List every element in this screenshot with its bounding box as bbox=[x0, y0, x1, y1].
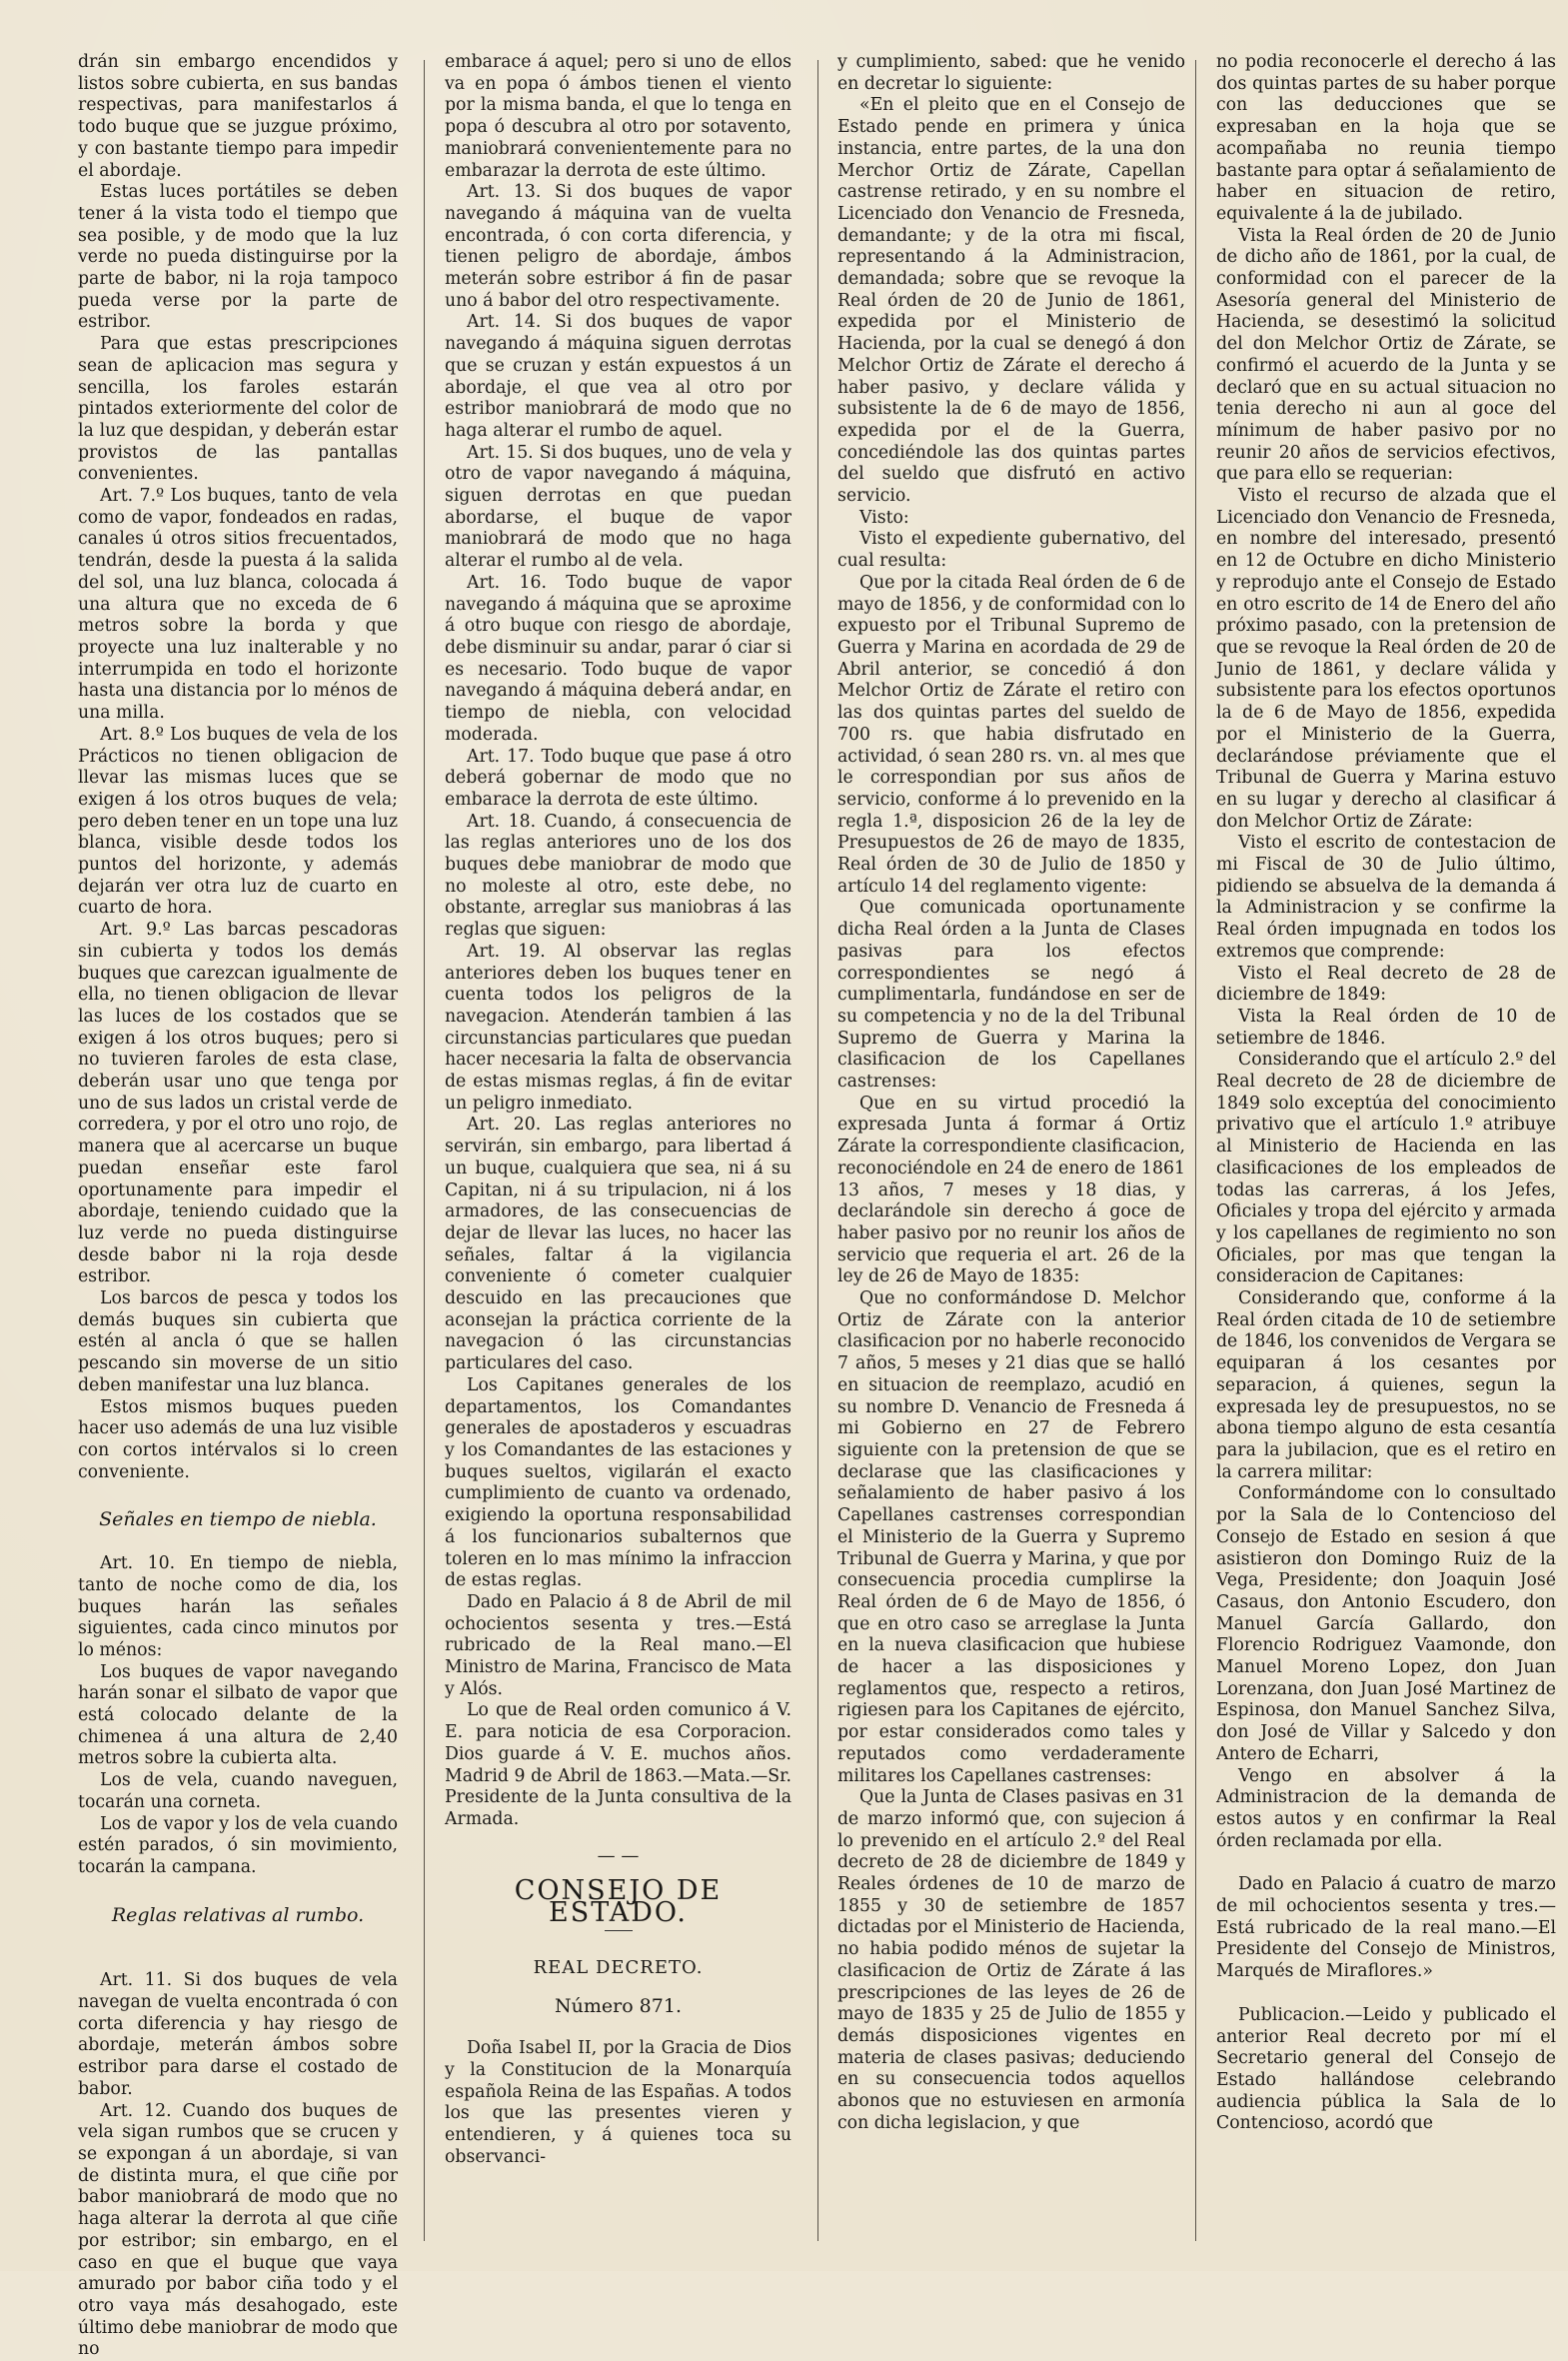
paragraph: Dado en Palacio á 8 de Abril de mil ochocientos sesenta y tres.—Está rubricado de la Real mano.—El Ministro de Marina, Francisco de Mata y Alós. bbox=[445, 1591, 791, 1699]
decree-number: Número 871. bbox=[555, 1995, 682, 2018]
article-7: Art. 7.º Los buques, tanto de vela como de vapor, fondeados en radas, canales ú otros sitios frecuentados, tendrán, desde la puesta á la salida del sol, una luz blanca, colocada á una altura que no exceda de 6 metros sobre la borda y que proyecte una luz inalterable y no interrumpida en todo el horizonte hasta una distancia por lo ménos de una milla. bbox=[78, 486, 398, 724]
paragraph: Visto el escrito de contestacion de mi Fiscal de 30 de Julio último, pidiendo se absuelva de la demanda á la Administracion y se confirme la Real órden impugnada en todos los extremos que comprende: bbox=[1216, 833, 1556, 962]
paragraph: Visto el Real decreto de 28 de diciembre de 1849: bbox=[1216, 963, 1556, 1006]
article-17: Art. 17. Todo buque que pase á otro deberá gobernar de modo que no embarace la derrota de este último. bbox=[445, 746, 791, 810]
article-12: Art. 12. Cuando dos buques de vela sigan rumbos que se crucen y se expongan á un abordaje, si van de distinta mura, el que ciñe por babor maniobrará de modo que no haga alterar la derrota al que ciñe por estribor; sin embargo, en el caso en que el buque que vaya amurado por babor ciña todo y el otro vaya más desahogado, este último debe maniobrar de modo que no bbox=[78, 2100, 398, 2360]
title-rule bbox=[605, 1930, 633, 1931]
column-rule bbox=[1195, 60, 1196, 2241]
article-11: Art. 11. Si dos buques de vela navegan de vuelta encontrada ó con corta diferencia y hay riesgo de abordaje, meterán ámbos sobre estribor para darse el costado de babor. bbox=[78, 1970, 398, 2099]
article-16: Art. 16. Todo buque de vapor navegando á máquina que se aproxime á otro buque con riesgo de abordaje, debe disminuir su andar, parar ó ciar si es necesario. Todo buque de vapor navegando á máquina deberá andar, en tiempo de niebla, con velocidad moderada. bbox=[445, 572, 791, 745]
article-15: Art. 15. Si dos buques, uno de vela y otro de vapor navegando á máquina, siguen derrotas en que puedan abordarse, el buque de vapor maniobrará de modo que no haga alterar el rumbo al de vela. bbox=[445, 442, 791, 572]
paragraph: Publicacion.—Leido y publicado el anterior Real decreto por mí el Secretario general del Consejo de Estado hallándose celebrando audiencia pública la Sala de lo Contencioso, acordó que bbox=[1216, 2004, 1556, 2134]
column-rule bbox=[817, 60, 818, 2241]
paragraph: Visto el recurso de alzada que el Licenciado don Venancio de Fresneda, en nombre del interesado, presentó en 12 de Octubre en dicho Ministerio y reprodujo ante el Consejo de Estado en otro escrito de 14 de Enero del año próximo pasado, con la pretension de que se revoque la Real órden de 20 de Junio de 1861, y declare válida y subsistente para los efectos oportunos la de 6 de Mayo de 1856, expedida por el Ministerio de la Guerra, declarándose préviamente que el Tribunal de Guerra y Marina estuvo en su lugar y derecho al clasificar á don Melchor Ortiz de Zárate: bbox=[1216, 486, 1556, 832]
paragraph: drán sin embargo encendidos y listos sobre cubierta, en sus bandas respectivas, para manifestarlos á todo buque que se juzgue próximo, y con bastante tiempo para impedir el abordaje. bbox=[78, 52, 398, 181]
paragraph: Dado en Palacio á cuatro de marzo de mil ochocientos sesenta y tres.—Está rubricado de la real mano.—El Presidente del Consejo de Ministros, Marqués de Miraflores.» bbox=[1216, 1874, 1556, 1982]
column-4 bbox=[1216, 52, 1556, 2251]
section-title: CONSEJO DE ESTADO. bbox=[514, 1875, 723, 1929]
paragraph: Conformándome con lo consultado por la Sala de lo Contencioso del Consejo de Estado en sesion á que asistieron don Domingo Ruiz de la Vega, Presidente; don Joaquin José Casaus, don Antonio Escudero, don Manuel García Gallardo, don Florencio Rodriguez Vaamonde, don Manuel Moreno Lopez, don Juan Lorenzana, don Juan José Martinez de Espinosa, don Manuel Sanchez Silva, don José de Villar y Salcedo y don Antero de Echarri, bbox=[1216, 1483, 1556, 1764]
paragraph: Vista la Real órden de 10 de setiembre de 1846. bbox=[1216, 1006, 1556, 1049]
paragraph: Visto: bbox=[859, 507, 909, 528]
paragraph: no podia reconocerle el derecho á las dos quintas partes de su haber porque con las deducciones que se expresaban en la hoja que se acompañaba no reunia tiempo bastante para optar á señalamiento de haber en situacion de retiro, equivalente á la de jubilado. bbox=[1216, 52, 1556, 224]
paragraph: Que comunicada oportunamente dicha Real órden a la Junta de Clases pasivas para los efectos correspondientes se negó á cumplimentarla, fundándose en ser de su competencia y no de la del Tribunal Supremo de Guerra y Marina la clasificacion de los Capellanes castrenses: bbox=[837, 898, 1185, 1093]
article-19: Art. 19. Al observar las reglas anteriores deben los buques tener en cuenta todos los peligros de la navegacion. Atenderán tambien á las circunstancias particulares que puedan hacer necesaria la falta de observancia de estas mismas reglas, á fin de evitar un peligro inmediato. bbox=[445, 941, 791, 1114]
paragraph: Estos mismos buques pueden hacer uso además de una luz visible con cortos intérvalos si lo creen conveniente. bbox=[78, 1396, 398, 1482]
paragraph: Considerando que, conforme á la Real órden citada de 10 de setiembre de 1846, los convenidos de Vergara se equiparan á los cesantes por separacion, á quienes, segun la expresada ley de presupuestos, no se abona tiempo alguno de esta cesantía para la jubilacion, que es el retiro en la carrera militar: bbox=[1216, 1288, 1556, 1482]
paragraph: Para que estas prescripciones sean de aplicacion mas segura y sencilla, los faroles estarán pintados exteriormente del color de la luz que despidan, y deberán estar provistos de las pantallas convenientes. bbox=[78, 334, 398, 485]
paragraph: Visto el expediente gubernativo, del cual resulta: bbox=[837, 529, 1185, 572]
section-heading-fog-signals: Señales en tiempo de niebla. bbox=[99, 1508, 377, 1531]
separator-dash: — — bbox=[597, 1844, 640, 1866]
paragraph: y cumplimiento, sabed: que he venido en decretar lo siguiente: bbox=[837, 52, 1185, 94]
paragraph: Que no conformándose D. Melchor Ortiz de Zárate con la anterior clasificacion por no haberle reconocido 7 años, 5 meses y 21 dias que se halló en situacion de reemplazo, acudió en su nombre D. Venancio de Fresneda á mi Gobierno en 27 de Febrero siguiente con la pretension de que se declarase que las clasificaciones y señalamiento de haber pasivo á los Capellanes castrenses correspondian el Ministerio de la Guerra y Supremo Tribunal de Guerra y Marina, y que por consecuencia procedia cumplirse la Real órden de 6 de Mayo de 1856, ó que en otro caso se arreglase la Junta en la nueva clasificacion que hubiese de hacer a las disposiciones y reglamentos que, respecto a retiros, rigiesen para los Capitanes de ejército, por estar considerados como tales y reputados como verdaderamente militares los Capellanes castrenses: bbox=[837, 1288, 1185, 1786]
column-1 bbox=[78, 52, 398, 2360]
decree-title: REAL DECRETO. bbox=[533, 1956, 704, 1978]
column-2 bbox=[445, 52, 791, 2251]
paragraph: embarace á aquel; pero si uno de ellos va en popa ó ámbos tienen el viento por la misma banda, el que lo tenga en popa ó descubra al otro por sotavento, maniobrará convenientemente para no embarazar la derrota de este último. bbox=[445, 52, 791, 181]
column-3 bbox=[837, 52, 1185, 2251]
paragraph: Que la Junta de Clases pasivas en 31 de marzo informó que, con sujecion á lo prevenido en el artículo 2.º del Real decreto de 28 de diciembre de 1849 y Reales órdenes de 10 de marzo de 1855 y 30 de setiembre de 1857 dictadas por el Ministerio de Hacienda, no habia podido ménos de sujetar la clasificacion de Ortiz de Zárate á las prescripciones de las leyes de 26 de mayo de 1835 y 25 de Julio de 1855 y demás disposiciones vigentes en materia de clases pasivas; deduciendo en su consecuencia todos aquellos abonos que no estuviesen en armonía con dicha legislacion, y que bbox=[837, 1787, 1185, 2133]
paragraph: «En el pleito que en el Consejo de Estado pende en primera y única instancia, entre partes, de la una don Merchor Ortiz de Zárate, Capellan castrense retirado, y en su nombre el Licenciado don Venancio de Fresneda, demandante; y de la otra mi fiscal, representando á la Administracion, demandada; sobre que se revoque la Real órden de 20 de Junio de 1861, expedida por el Ministerio de Hacienda, por la cual se denegó á don Melchor Ortiz de Zárate el derecho á haber pasivo, y declare válida y subsistente la de 6 de mayo de 1856, expedida por el de la Guerra, concediéndole las dos quintas partes del sueldo que disfrutó en activo servicio. bbox=[837, 95, 1185, 507]
paragraph: Lo que de Real orden comunico á V. E. para noticia de esa Corporacion. Dios guarde á V. E. muchos años. Madrid 9 de Abril de 1863.—Mata.—Sr. Presidente de la Junta consultiva de la Armada. bbox=[445, 1700, 791, 1829]
article-10: Art. 10. En tiempo de niebla, tanto de noche como de dia, los buques harán las señales siguientes, cada cinco minutos por lo ménos: bbox=[78, 1553, 398, 1660]
paragraph: Los de vela, cuando naveguen, tocarán una corneta. bbox=[78, 1770, 398, 1812]
article-13: Art. 13. Si dos buques de vapor navegando á máquina van de vuelta encontrada, ó con corta diferencia, y tienen peligro de abordaje, ámbos meterán sobre estribor á fin de pasar uno á babor del otro respectivamente. bbox=[445, 182, 791, 311]
article-9: Art. 9.º Las barcas pescadoras sin cubierta y todos los demás buques que carezcan igualmente de ella, no tienen obligacion de llevar las luces de los costados que se exigen á los otros buques; pero si no tuvieren faroles de esta clase, deberán usar uno que tenga por uno de sus lados un cristal verde de corredera, y por el otro uno rojo, de manera que al acercarse un buque puedan enseñar este farol oportunamente para impedir el abordaje, teniendo cuidado que la luz verde no pueda distinguirse desde babor ni la roja desde estribor. bbox=[78, 920, 398, 1287]
paragraph: Los Capitanes generales de los departamentos, los Comandantes generales de apostaderos y escuadras y los Comandantes de las estaciones y buques sueltos, vigilarán el exacto cumplimiento de cuanto va ordenado, exigiendo la oportuna responsabilidad á los funcionarios subalternos que toleren en lo mas mínimo la infraccion de estas reglas. bbox=[445, 1374, 791, 1591]
paragraph: Los barcos de pesca y todos los demás buques sin cubierta que estén al ancla ó que se hallen pescando sin moverse de un sitio deben manifestar una luz blanca. bbox=[78, 1288, 398, 1395]
article-20: Art. 20. Las reglas anteriores no servirán, sin embargo, para libertad á un buque, cualquiera que sea, ni á su Capitan, ni á su tripulacion, ni á los armadores, de las consecuencias de dejar de llevar las luces, no hacer las señales, faltar á la vigilancia conveniente ó cometer cualquier descuido en las precauciones que aconsejan la práctica corriente de la navegacion ó las circunstancias particulares del caso. bbox=[445, 1115, 791, 1374]
paragraph: Los de vapor y los de vela cuando estén parados, ó sin movimiento, tocarán la campana. bbox=[78, 1813, 398, 1877]
paragraph: Que por la citada Real órden de 6 de mayo de 1856, y de conformidad con lo expuesto por el Tribunal Supremo de Guerra y Marina en acordada de 29 de Abril anterior, se concedió á don Melchor Ortiz de Zárate el retiro con las dos quintas partes del sueldo de 700 rs. que habia disfrutado en actividad, ó sean 280 rs. vn. al mes que le correspondian por sus años de servicio, conforme á lo prevenido en la regla 1.ª, disposicion 26 de la ley de Presupuestos de 26 de mayo de 1835, Real órden de 30 de Julio de 1850 y artículo 14 del reglamento vigente: bbox=[837, 572, 1185, 897]
paragraph: Considerando que el artículo 2.º del Real decreto de 28 de diciembre de 1849 solo exceptúa del conocimiento privativo que el artículo 1.º atribuye al Ministerio de Hacienda en las clasificaciones de los empleados de todas las carreras, á los Jefes, Oficiales y tropa del ejército y armada y los capellanes de regimiento no son Oficiales, por mas que tengan la consideracion de Capitanes: bbox=[1216, 1050, 1556, 1287]
article-18: Art. 18. Cuando, á consecuencia de las reglas anteriores uno de los dos buques debe maniobrar de modo que no moleste al otro, este debe, no obstante, arreglar sus maniobras á las reglas que siguen: bbox=[445, 811, 791, 941]
section-heading-course-rules: Reglas relativas al rumbo. bbox=[111, 1903, 365, 1926]
paragraph: Doña Isabel II, por la Gracia de Dios y la Constitucion de la Monarquía española Reina de las Españas. A todos los que las presentes vieren y entendieren, y á quienes toca su observanci- bbox=[445, 2038, 791, 2167]
article-8: Art. 8.º Los buques de vela de los Prácticos no tienen obligacion de llevar las mismas luces que se exigen á los otros buques de vela; pero deben tener en un tope una luz blanca, visible desde todos los puntos del horizonte, y además dejarán ver otra luz de cuarto en cuarto de hora. bbox=[78, 724, 398, 919]
paragraph: Vista la Real órden de 20 de Junio de dicho año de 1861, por la cual, de conformidad con el parecer de la Asesoría general del Ministerio de Hacienda, se desestimó la solicitud del don Melchor Ortiz de Zárate, se confirmó el acuerdo de la Junta y se declaró que en su actual situacion no tenia derecho ni aun al goce del mínimum de haber pasivo por no reunir 20 años de servicios efectivos, que para ello se requerian: bbox=[1216, 225, 1556, 485]
article-14: Art. 14. Si dos buques de vapor navegando á máquina siguen derrotas que se cruzan y están expuestos á un abordaje, el que vea al otro por estribor maniobrará de modo que no haga alterar el rumbo de aquel. bbox=[445, 312, 791, 441]
paragraph: Vengo en absolver á la Administracion de la demanda de estos autos y en confirmar la Real órden reclamada por ella. bbox=[1216, 1765, 1556, 1851]
paragraph: Estas luces portátiles se deben tener á la vista todo el tiempo que sea posible, y de modo que la luz verde no pueda distinguirse por la parte de babor, ni la roja tampoco pueda verse por la parte de estribor. bbox=[78, 182, 398, 333]
column-rule bbox=[424, 60, 425, 2241]
paragraph: Los buques de vapor navegando harán sonar el silbato de vapor que está colocado delante de la chimenea á una altura de 2,40 metros sobre la cubierta alta. bbox=[78, 1661, 398, 1769]
paragraph: Que en su virtud procedió la expresada Junta á formar á Ortiz Zárate la correspondiente clasificacion, reconociéndole en 24 de enero de 1861 13 años, 7 meses y 18 dias, y declarándole sin derecho á goce de haber pasivo por no reunir los años de servicio que requeria el art. 26 de la ley de 26 de Mayo de 1835: bbox=[837, 1093, 1185, 1287]
